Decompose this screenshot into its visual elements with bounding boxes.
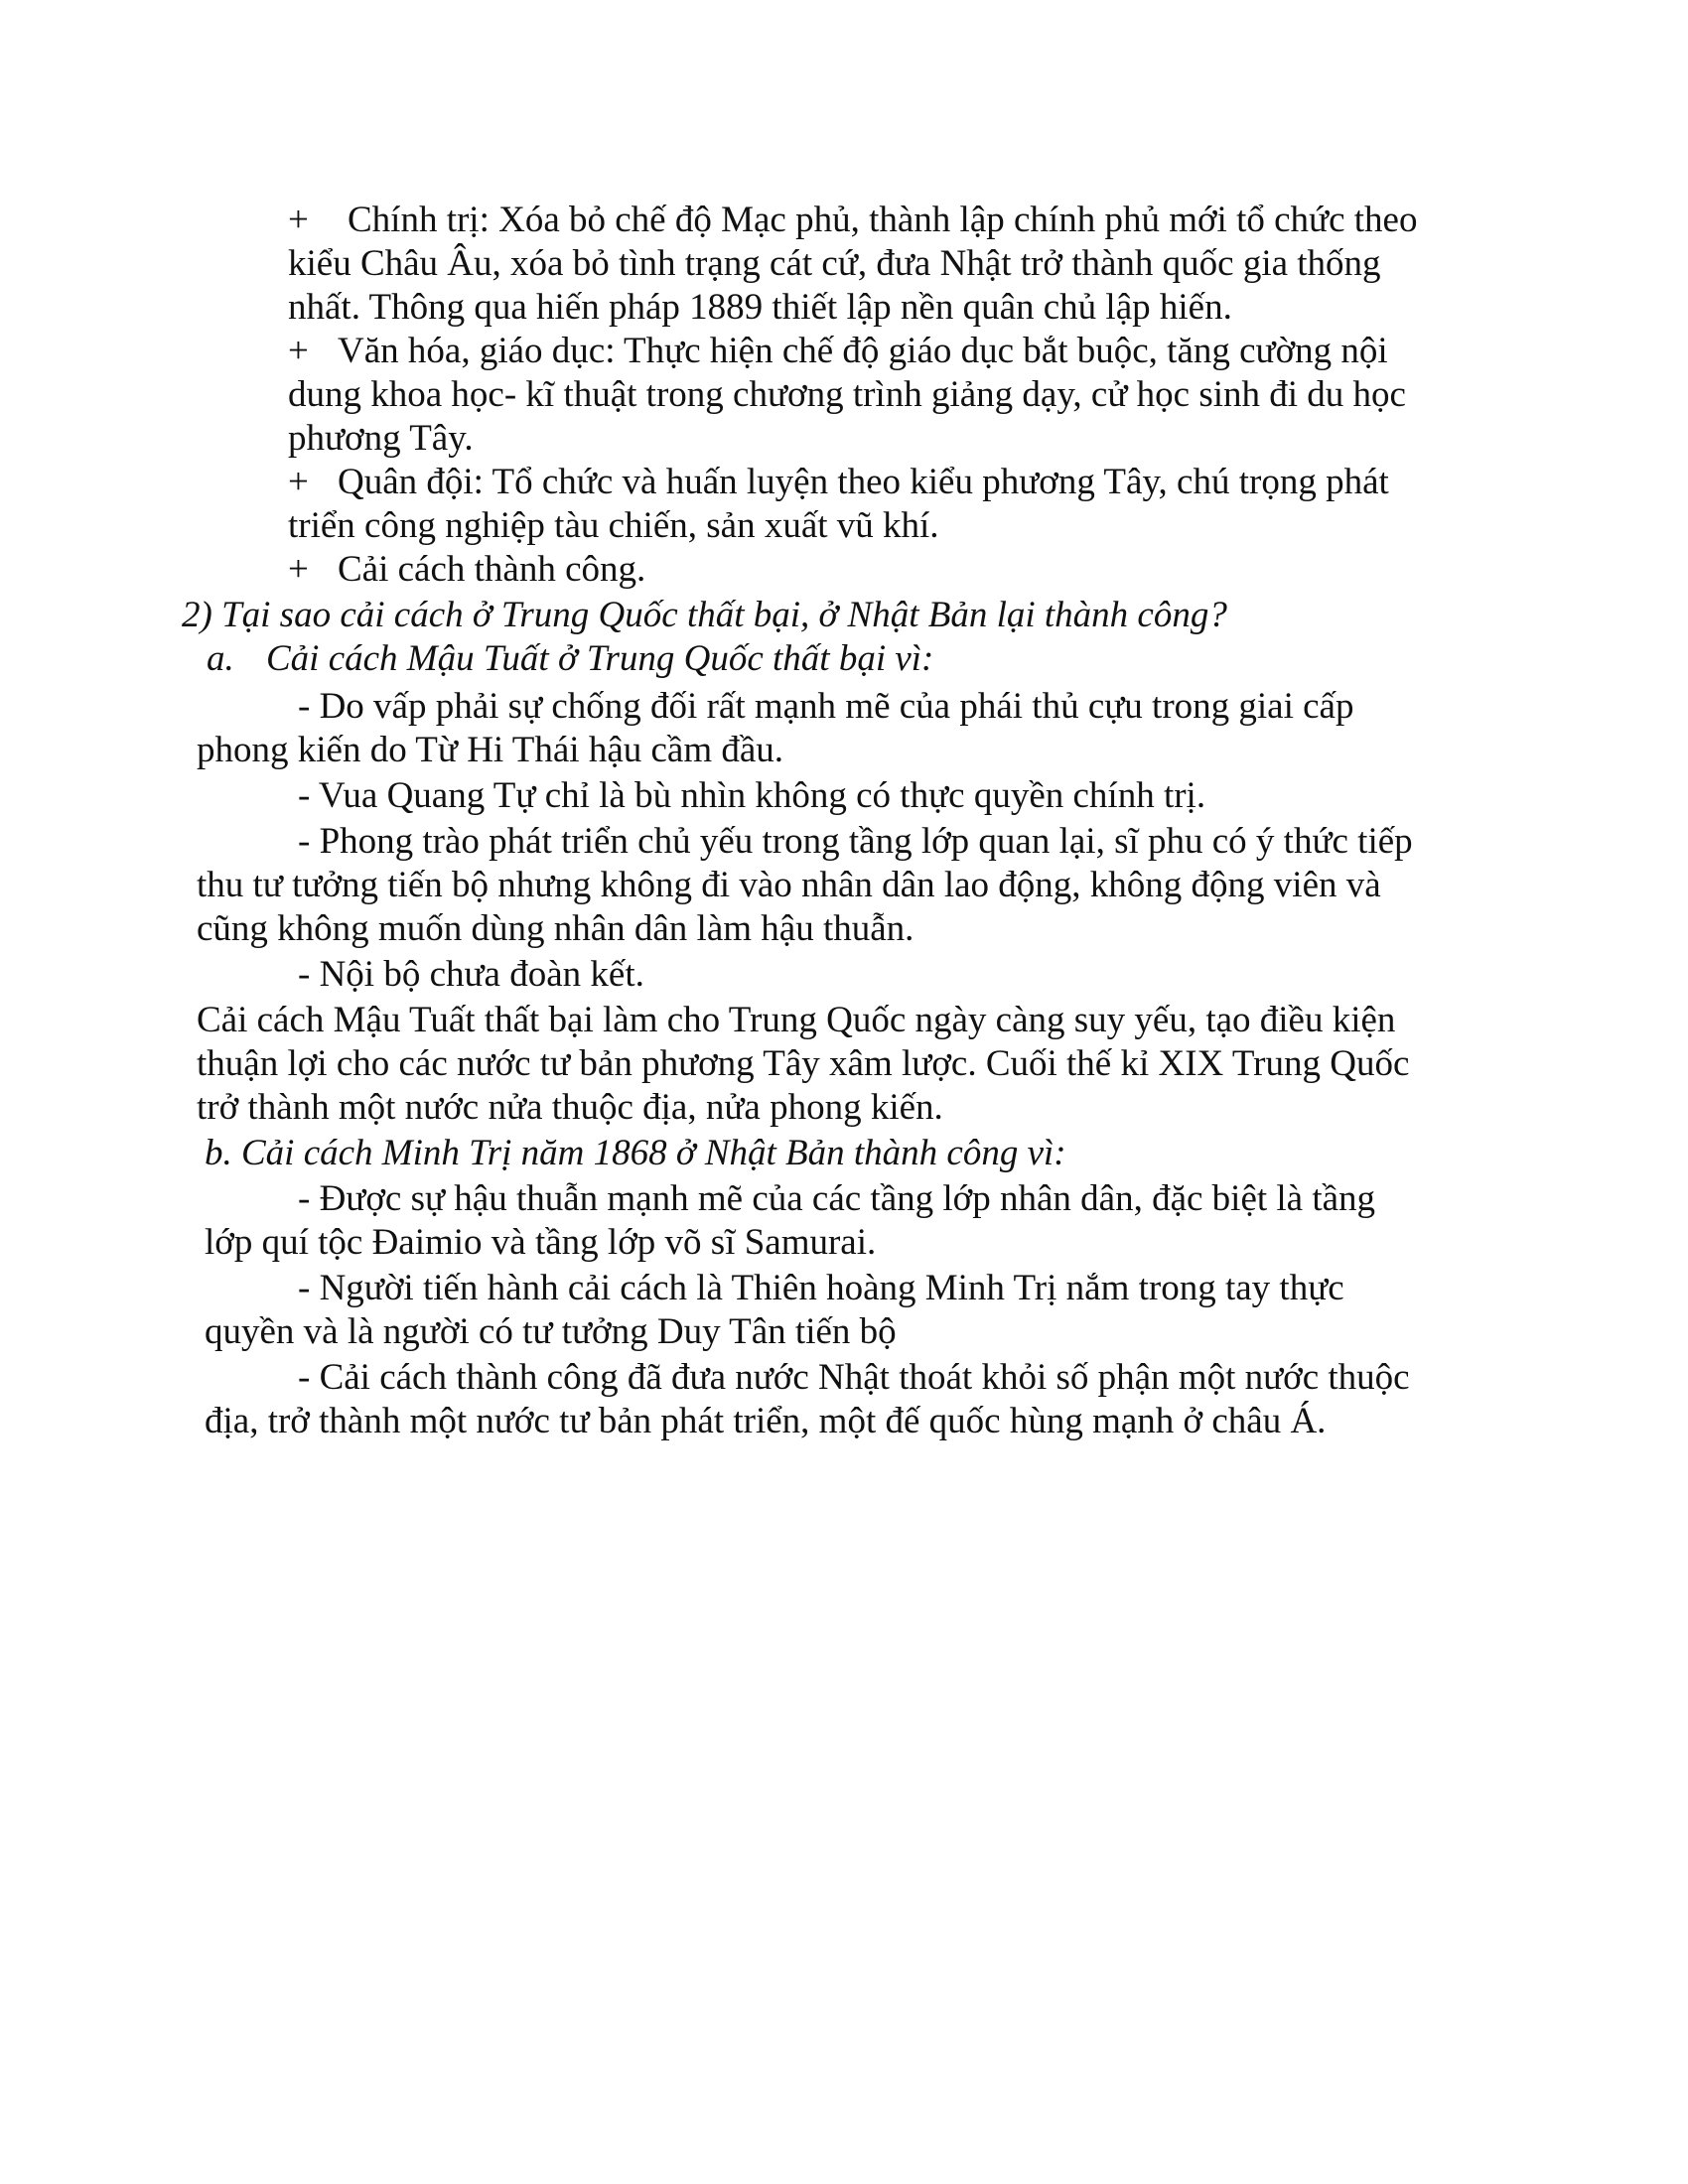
conclusion-line: thuận lợi cho các nước tư bản phương Tây xâm lược. Cuối thế kỉ XIX Trung Quốc — [197, 1043, 1410, 1084]
paragraph-line: Quân đội: Tổ chức và huấn luyện theo kiểu phương Tây, chú trọng phát — [338, 462, 1389, 502]
reason-line: lớp quí tộc Đaimio và tầng lớp võ sĩ Samurai. — [205, 1222, 877, 1263]
reason-line: - Người tiến hành cải cách là Thiên hoàng Minh Trị nắm trong tay thực — [298, 1268, 1344, 1308]
section-b-heading: b. Cải cách Minh Trị năm 1868 ở Nhật Bản thành công vì: — [205, 1133, 1066, 1173]
reason-line: - Do vấp phải sự chống đối rất mạnh mẽ của phái thủ cựu trong giai cấp — [298, 686, 1354, 727]
reason-line: cũng không muốn dùng nhân dân làm hậu thuẫn. — [197, 908, 914, 949]
paragraph-line: Văn hóa, giáo dục: Thực hiện chế độ giáo dục bắt buộc, tăng cường nội — [338, 331, 1388, 371]
section-a-heading: Cải cách Mậu Tuất ở Trung Quốc thất bại vì: — [266, 638, 934, 679]
paragraph-line: Cải cách thành công. — [338, 549, 646, 590]
reason-line: - Vua Quang Tự chỉ là bù nhìn không có thực quyền chính trị. — [298, 775, 1206, 816]
conclusion-line: Cải cách Mậu Tuất thất bại làm cho Trung Quốc ngày càng suy yếu, tạo điều kiện — [197, 1000, 1396, 1040]
reason-line: - Được sự hậu thuẫn mạnh mẽ của các tầng lớp nhân dân, đặc biệt là tầng — [298, 1178, 1376, 1219]
conclusion-line: trở thành một nước nửa thuộc địa, nửa phong kiến. — [197, 1087, 943, 1128]
paragraph-line: phương Tây. — [288, 418, 474, 459]
plus-bullet: + — [288, 331, 309, 371]
reason-line: quyền và là người có tư tưởng Duy Tân tiến bộ — [205, 1311, 897, 1352]
plus-bullet: + — [288, 549, 309, 590]
paragraph-line: triển công nghiệp tàu chiến, sản xuất vũ khí. — [288, 505, 939, 546]
question-heading: 2) Tại sao cải cách ở Trung Quốc thất bại, ở Nhật Bản lại thành công? — [182, 595, 1227, 635]
paragraph-line: Chính trị: Xóa bỏ chế độ Mạc phủ, thành lập chính phủ mới tổ chức theo — [348, 200, 1418, 240]
plus-bullet: + — [288, 462, 309, 502]
paragraph-line: kiểu Châu Âu, xóa bỏ tình trạng cát cứ, đưa Nhật trở thành quốc gia thống — [288, 243, 1381, 284]
reason-line: địa, trở thành một nước tư bản phát triển, một đế quốc hùng mạnh ở châu Á. — [205, 1401, 1327, 1441]
section-a-marker: a. — [207, 638, 234, 679]
paragraph-line: dung khoa học- kĩ thuật trong chương trình giảng dạy, cử học sinh đi du học — [288, 374, 1406, 415]
reason-line: - Cải cách thành công đã đưa nước Nhật thoát khỏi số phận một nước thuộc — [298, 1357, 1410, 1398]
reason-line: - Nội bộ chưa đoàn kết. — [298, 954, 644, 995]
paragraph-line: nhất. Thông qua hiến pháp 1889 thiết lập nền quân chủ lập hiến. — [288, 287, 1232, 328]
reason-line: thu tư tưởng tiến bộ nhưng không đi vào nhân dân lao động, không động viên và — [197, 865, 1381, 905]
reason-line: - Phong trào phát triển chủ yếu trong tầng lớp quan lại, sĩ phu có ý thức tiếp — [298, 821, 1413, 862]
reason-line: phong kiến do Từ Hi Thái hậu cầm đầu. — [197, 730, 784, 770]
plus-bullet: + — [288, 200, 309, 240]
